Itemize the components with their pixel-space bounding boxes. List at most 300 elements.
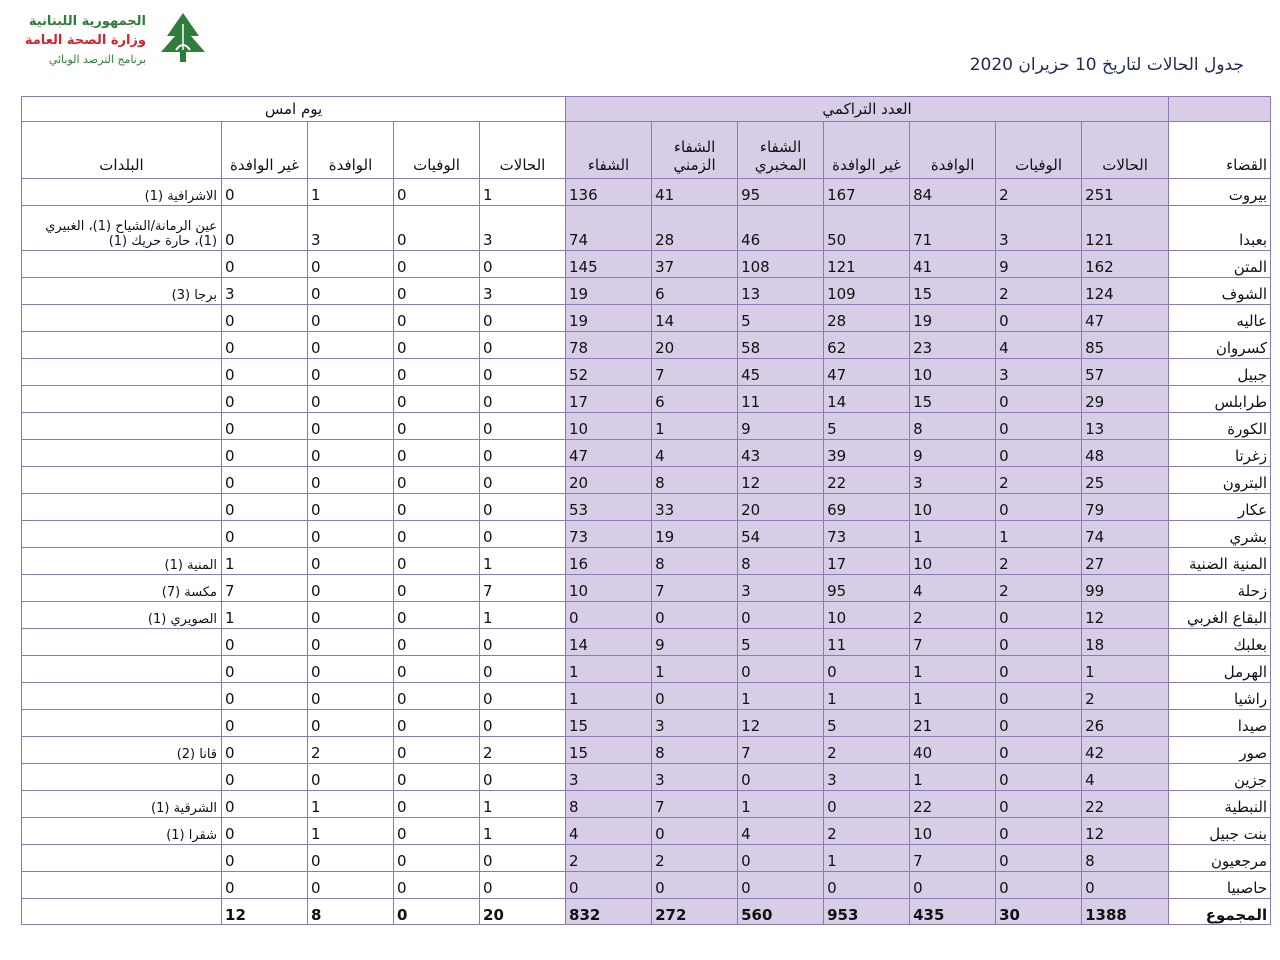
cell-district: الشوف bbox=[1169, 278, 1271, 305]
cell-cases: 4 bbox=[1082, 764, 1169, 791]
cell-yesterday-non-imported: 0 bbox=[222, 764, 308, 791]
cell-cases: 48 bbox=[1082, 440, 1169, 467]
cell-cases: 26 bbox=[1082, 710, 1169, 737]
table-row bbox=[22, 548, 1271, 575]
cell-district: النبطية bbox=[1169, 791, 1271, 818]
cell-recovered: 19 bbox=[566, 305, 652, 332]
table-row bbox=[22, 791, 1271, 818]
cell-cases: 12 bbox=[1082, 602, 1169, 629]
cell-imported: 10 bbox=[910, 494, 996, 521]
cell-yesterday-non-imported: 0 bbox=[222, 737, 308, 764]
cell-recovered-time: 8 bbox=[652, 737, 738, 764]
cell-recovered: 4 bbox=[566, 818, 652, 845]
cell-non-imported: 2 bbox=[824, 818, 910, 845]
cell-yesterday-non-imported: 0 bbox=[222, 179, 308, 206]
cell-recovered-lab: 9 bbox=[738, 413, 824, 440]
cell-deaths: 2 bbox=[996, 467, 1082, 494]
cell-yesterday-deaths: 0 bbox=[394, 845, 480, 872]
cell-yesterday-deaths: 0 bbox=[394, 737, 480, 764]
cell-yesterday-cases: 0 bbox=[480, 440, 566, 467]
header-yesterday-cases: الحالات bbox=[480, 122, 566, 179]
cell-yesterday-deaths: 0 bbox=[394, 179, 480, 206]
cell-cases: 8 bbox=[1082, 845, 1169, 872]
header-recovered: الشفاء bbox=[566, 122, 652, 179]
cell-recovered: 78 bbox=[566, 332, 652, 359]
cell-recovered-time: 0 bbox=[652, 818, 738, 845]
cell-yesterday-imported: 0 bbox=[308, 440, 394, 467]
cell-recovered-time: 0 bbox=[652, 602, 738, 629]
cell-district: راشيا bbox=[1169, 683, 1271, 710]
cell-non-imported: 95 bbox=[824, 575, 910, 602]
cell-deaths: 0 bbox=[996, 629, 1082, 656]
logo-line-ministry: وزارة الصحة العامة bbox=[24, 33, 146, 48]
cell-imported: 1 bbox=[910, 764, 996, 791]
cell-recovered: 73 bbox=[566, 521, 652, 548]
cell-imported: 7 bbox=[910, 845, 996, 872]
cell-non-imported: 1 bbox=[824, 845, 910, 872]
cell-recovered-lab: 5 bbox=[738, 629, 824, 656]
cell-recovered-time: 37 bbox=[652, 251, 738, 278]
cell-recovered: 1 bbox=[566, 656, 652, 683]
cell-yesterday-cases: 0 bbox=[480, 413, 566, 440]
logo-line-republic: الجمهورية اللبنانية bbox=[28, 14, 146, 29]
cell-recovered-lab: 12 bbox=[738, 710, 824, 737]
cell-yesterday-non-imported: 0 bbox=[222, 521, 308, 548]
cell-district: المتن bbox=[1169, 251, 1271, 278]
cell-recovered-time: 1 bbox=[652, 656, 738, 683]
cell-non-imported: 0 bbox=[824, 656, 910, 683]
table-row bbox=[22, 683, 1271, 710]
cell-yesterday-cases: 0 bbox=[480, 251, 566, 278]
total-yesterday-deaths: 0 bbox=[394, 899, 480, 925]
cell-recovered: 2 bbox=[566, 845, 652, 872]
cell-imported: 4 bbox=[910, 575, 996, 602]
cell-yesterday-imported: 2 bbox=[308, 737, 394, 764]
cell-yesterday-imported: 0 bbox=[308, 656, 394, 683]
table-row bbox=[22, 737, 1271, 764]
cell-yesterday-non-imported: 0 bbox=[222, 791, 308, 818]
cell-deaths: 2 bbox=[996, 575, 1082, 602]
cell-cases: 42 bbox=[1082, 737, 1169, 764]
cell-yesterday-non-imported: 0 bbox=[222, 251, 308, 278]
total-yesterday-non-imported: 12 bbox=[222, 899, 308, 925]
cell-district: صيدا bbox=[1169, 710, 1271, 737]
cell-yesterday-deaths: 0 bbox=[394, 413, 480, 440]
cell-yesterday-cases: 0 bbox=[480, 332, 566, 359]
cell-recovered-lab: 5 bbox=[738, 305, 824, 332]
cell-cases: 124 bbox=[1082, 278, 1169, 305]
cell-yesterday-cases: 0 bbox=[480, 305, 566, 332]
cell-imported: 19 bbox=[910, 305, 996, 332]
cell-deaths: 0 bbox=[996, 602, 1082, 629]
total-cases: 1388 bbox=[1082, 899, 1169, 925]
cell-yesterday-imported: 0 bbox=[308, 872, 394, 899]
yesterday-group-header: يوم امس bbox=[22, 97, 566, 122]
cell-district: جزين bbox=[1169, 764, 1271, 791]
cell-deaths: 0 bbox=[996, 413, 1082, 440]
cell-recovered: 20 bbox=[566, 467, 652, 494]
cell-yesterday-imported: 1 bbox=[308, 818, 394, 845]
cell-yesterday-non-imported: 7 bbox=[222, 575, 308, 602]
header-recovered-lab bbox=[738, 122, 824, 179]
cell-deaths: 0 bbox=[996, 386, 1082, 413]
cell-yesterday-imported: 0 bbox=[308, 467, 394, 494]
cell-deaths: 3 bbox=[996, 359, 1082, 386]
cell-imported: 71 bbox=[910, 206, 996, 251]
cell-imported: 0 bbox=[910, 872, 996, 899]
cell-yesterday-non-imported: 0 bbox=[222, 629, 308, 656]
cell-yesterday-deaths: 0 bbox=[394, 251, 480, 278]
cell-recovered: 3 bbox=[566, 764, 652, 791]
header-recovered-lab-line1: الشفاء bbox=[759, 138, 802, 156]
cell-imported: 3 bbox=[910, 467, 996, 494]
cell-recovered-time: 3 bbox=[652, 710, 738, 737]
table-row bbox=[22, 575, 1271, 602]
cell-district: عكار bbox=[1169, 494, 1271, 521]
cell-imported: 7 bbox=[910, 629, 996, 656]
cell-recovered-lab: 8 bbox=[738, 548, 824, 575]
cell-yesterday-imported: 0 bbox=[308, 332, 394, 359]
table-body bbox=[22, 179, 1271, 899]
cell-deaths: 0 bbox=[996, 818, 1082, 845]
cell-yesterday-deaths: 0 bbox=[394, 818, 480, 845]
cell-yesterday-non-imported: 1 bbox=[222, 602, 308, 629]
cell-cases: 13 bbox=[1082, 413, 1169, 440]
cell-recovered-lab: 13 bbox=[738, 278, 824, 305]
cell-recovered-lab: 12 bbox=[738, 467, 824, 494]
cell-yesterday-cases: 2 bbox=[480, 737, 566, 764]
table-row bbox=[22, 818, 1271, 845]
cell-yesterday-imported: 0 bbox=[308, 764, 394, 791]
cell-non-imported: 2 bbox=[824, 737, 910, 764]
cell-district: بعبدا bbox=[1169, 206, 1271, 251]
cell-recovered-lab: 46 bbox=[738, 206, 824, 251]
cell-imported: 23 bbox=[910, 332, 996, 359]
cell-yesterday-cases: 1 bbox=[480, 179, 566, 206]
cell-cases: 25 bbox=[1082, 467, 1169, 494]
total-non-imported: 953 bbox=[824, 899, 910, 925]
cell-yesterday-imported: 0 bbox=[308, 602, 394, 629]
cell-cases: 99 bbox=[1082, 575, 1169, 602]
cell-deaths: 0 bbox=[996, 791, 1082, 818]
cell-imported: 41 bbox=[910, 251, 996, 278]
cell-recovered: 19 bbox=[566, 278, 652, 305]
cell-non-imported: 11 bbox=[824, 629, 910, 656]
table-row bbox=[22, 656, 1271, 683]
header-recovered-time bbox=[652, 122, 738, 179]
cell-yesterday-imported: 0 bbox=[308, 683, 394, 710]
cell-cases: 27 bbox=[1082, 548, 1169, 575]
cell-district: صور bbox=[1169, 737, 1271, 764]
header-imported: الوافدة bbox=[910, 122, 996, 179]
ministry-logo bbox=[14, 8, 224, 72]
cell-towns bbox=[22, 332, 222, 359]
total-towns bbox=[22, 899, 222, 925]
cell-yesterday-imported: 0 bbox=[308, 305, 394, 332]
cell-yesterday-deaths: 0 bbox=[394, 602, 480, 629]
cell-yesterday-imported: 1 bbox=[308, 179, 394, 206]
cell-non-imported: 109 bbox=[824, 278, 910, 305]
cell-imported: 10 bbox=[910, 548, 996, 575]
cell-district: الكورة bbox=[1169, 413, 1271, 440]
cell-towns bbox=[22, 683, 222, 710]
cell-yesterday-non-imported: 0 bbox=[222, 656, 308, 683]
cell-towns bbox=[22, 872, 222, 899]
table-row bbox=[22, 179, 1271, 206]
cell-towns bbox=[22, 359, 222, 386]
cell-towns bbox=[22, 251, 222, 278]
cell-imported: 15 bbox=[910, 278, 996, 305]
cell-cases: 12 bbox=[1082, 818, 1169, 845]
cell-cases: 57 bbox=[1082, 359, 1169, 386]
cell-yesterday-deaths: 0 bbox=[394, 467, 480, 494]
cell-imported: 1 bbox=[910, 683, 996, 710]
cell-non-imported: 167 bbox=[824, 179, 910, 206]
cell-imported: 9 bbox=[910, 440, 996, 467]
cell-recovered-lab: 7 bbox=[738, 737, 824, 764]
cell-recovered: 10 bbox=[566, 575, 652, 602]
cell-yesterday-cases: 3 bbox=[480, 278, 566, 305]
total-row bbox=[22, 899, 1271, 925]
cell-yesterday-imported: 0 bbox=[308, 413, 394, 440]
cell-imported: 10 bbox=[910, 818, 996, 845]
cell-imported: 1 bbox=[910, 656, 996, 683]
cell-towns: قانا (2) bbox=[22, 737, 222, 764]
page-title: جدول الحالات لتاريخ 10 حزيران 2020 bbox=[969, 55, 1244, 75]
header-deaths: الوفيات bbox=[996, 122, 1082, 179]
cell-recovered-time: 7 bbox=[652, 359, 738, 386]
cell-district: بنت جبيل bbox=[1169, 818, 1271, 845]
cell-yesterday-non-imported: 0 bbox=[222, 440, 308, 467]
table-row bbox=[22, 629, 1271, 656]
cell-deaths: 0 bbox=[996, 305, 1082, 332]
cell-recovered-lab: 1 bbox=[738, 683, 824, 710]
header-non-imported: غير الوافدة bbox=[824, 122, 910, 179]
cell-imported: 15 bbox=[910, 386, 996, 413]
cell-deaths: 3 bbox=[996, 206, 1082, 251]
cell-imported: 22 bbox=[910, 791, 996, 818]
cell-yesterday-cases: 0 bbox=[480, 494, 566, 521]
cell-deaths: 0 bbox=[996, 494, 1082, 521]
cell-recovered-lab: 20 bbox=[738, 494, 824, 521]
total-yesterday-cases: 20 bbox=[480, 899, 566, 925]
cell-yesterday-non-imported: 3 bbox=[222, 278, 308, 305]
cell-yesterday-cases: 1 bbox=[480, 548, 566, 575]
cell-towns bbox=[22, 845, 222, 872]
cell-district: بيروت bbox=[1169, 179, 1271, 206]
cell-yesterday-cases: 1 bbox=[480, 818, 566, 845]
cell-yesterday-cases: 7 bbox=[480, 575, 566, 602]
table-row bbox=[22, 251, 1271, 278]
total-yesterday-imported: 8 bbox=[308, 899, 394, 925]
cell-yesterday-imported: 0 bbox=[308, 548, 394, 575]
cell-district: الهرمل bbox=[1169, 656, 1271, 683]
cell-recovered: 14 bbox=[566, 629, 652, 656]
cell-recovered-time: 1 bbox=[652, 413, 738, 440]
total-recovered-lab: 560 bbox=[738, 899, 824, 925]
cell-district: البترون bbox=[1169, 467, 1271, 494]
cell-non-imported: 0 bbox=[824, 872, 910, 899]
cell-recovered-time: 19 bbox=[652, 521, 738, 548]
cell-non-imported: 47 bbox=[824, 359, 910, 386]
cell-non-imported: 17 bbox=[824, 548, 910, 575]
header-district: القضاء bbox=[1169, 122, 1271, 179]
cell-yesterday-deaths: 0 bbox=[394, 656, 480, 683]
cell-yesterday-cases: 1 bbox=[480, 602, 566, 629]
cell-towns bbox=[22, 494, 222, 521]
cell-cases: 0 bbox=[1082, 872, 1169, 899]
cell-yesterday-cases: 0 bbox=[480, 629, 566, 656]
cell-towns: الشرقية (1) bbox=[22, 791, 222, 818]
cell-non-imported: 22 bbox=[824, 467, 910, 494]
table-row bbox=[22, 467, 1271, 494]
cell-yesterday-cases: 1 bbox=[480, 791, 566, 818]
cell-yesterday-non-imported: 0 bbox=[222, 818, 308, 845]
cell-yesterday-imported: 0 bbox=[308, 251, 394, 278]
cell-district: بشري bbox=[1169, 521, 1271, 548]
cell-recovered-time: 7 bbox=[652, 791, 738, 818]
cell-recovered-lab: 45 bbox=[738, 359, 824, 386]
cell-recovered: 8 bbox=[566, 791, 652, 818]
cell-recovered-lab: 0 bbox=[738, 845, 824, 872]
cell-non-imported: 10 bbox=[824, 602, 910, 629]
cell-recovered: 17 bbox=[566, 386, 652, 413]
cell-yesterday-non-imported: 0 bbox=[222, 359, 308, 386]
cell-non-imported: 62 bbox=[824, 332, 910, 359]
cell-recovered-lab: 43 bbox=[738, 440, 824, 467]
cell-imported: 2 bbox=[910, 602, 996, 629]
cell-yesterday-non-imported: 0 bbox=[222, 845, 308, 872]
cell-yesterday-deaths: 0 bbox=[394, 683, 480, 710]
cell-yesterday-deaths: 0 bbox=[394, 494, 480, 521]
cell-recovered-time: 41 bbox=[652, 179, 738, 206]
cell-non-imported: 14 bbox=[824, 386, 910, 413]
cell-deaths: 2 bbox=[996, 179, 1082, 206]
cell-recovered-lab: 4 bbox=[738, 818, 824, 845]
cell-yesterday-deaths: 0 bbox=[394, 764, 480, 791]
cell-yesterday-imported: 0 bbox=[308, 278, 394, 305]
cell-cases: 22 bbox=[1082, 791, 1169, 818]
table-row bbox=[22, 440, 1271, 467]
cell-yesterday-cases: 0 bbox=[480, 467, 566, 494]
cell-recovered: 1 bbox=[566, 683, 652, 710]
cell-yesterday-deaths: 0 bbox=[394, 440, 480, 467]
cell-deaths: 0 bbox=[996, 440, 1082, 467]
cell-cases: 162 bbox=[1082, 251, 1169, 278]
cell-imported: 8 bbox=[910, 413, 996, 440]
cell-deaths: 0 bbox=[996, 656, 1082, 683]
cell-deaths: 0 bbox=[996, 872, 1082, 899]
cell-recovered-lab: 0 bbox=[738, 656, 824, 683]
cell-recovered: 15 bbox=[566, 710, 652, 737]
cell-recovered-lab: 58 bbox=[738, 332, 824, 359]
header-yesterday-non-imported: غير الوافدة bbox=[222, 122, 308, 179]
cell-yesterday-imported: 0 bbox=[308, 845, 394, 872]
cell-district: حاصبيا bbox=[1169, 872, 1271, 899]
table-row bbox=[22, 710, 1271, 737]
cell-yesterday-deaths: 0 bbox=[394, 710, 480, 737]
cell-yesterday-deaths: 0 bbox=[394, 359, 480, 386]
cell-yesterday-deaths: 0 bbox=[394, 332, 480, 359]
total-deaths: 30 bbox=[996, 899, 1082, 925]
cell-yesterday-imported: 0 bbox=[308, 494, 394, 521]
total-recovered: 832 bbox=[566, 899, 652, 925]
cell-recovered-time: 6 bbox=[652, 278, 738, 305]
table-row bbox=[22, 413, 1271, 440]
cell-towns bbox=[22, 386, 222, 413]
cell-district: مرجعيون bbox=[1169, 845, 1271, 872]
cell-imported: 10 bbox=[910, 359, 996, 386]
cases-table bbox=[21, 96, 1271, 925]
cell-deaths: 1 bbox=[996, 521, 1082, 548]
cell-yesterday-non-imported: 0 bbox=[222, 494, 308, 521]
table-row bbox=[22, 872, 1271, 899]
table-row bbox=[22, 206, 1271, 251]
cell-recovered: 0 bbox=[566, 602, 652, 629]
cell-recovered-lab: 3 bbox=[738, 575, 824, 602]
cell-towns bbox=[22, 467, 222, 494]
cell-district: طرابلس bbox=[1169, 386, 1271, 413]
cell-yesterday-cases: 0 bbox=[480, 359, 566, 386]
cell-yesterday-cases: 0 bbox=[480, 656, 566, 683]
cell-recovered: 15 bbox=[566, 737, 652, 764]
header-recovered-lab-line2: المخبري bbox=[754, 156, 807, 174]
cell-recovered-time: 8 bbox=[652, 548, 738, 575]
cell-imported: 21 bbox=[910, 710, 996, 737]
cell-district: البقاع الغربي bbox=[1169, 602, 1271, 629]
cell-non-imported: 28 bbox=[824, 305, 910, 332]
cell-yesterday-imported: 0 bbox=[308, 359, 394, 386]
cell-towns bbox=[22, 440, 222, 467]
cell-district: زغرتا bbox=[1169, 440, 1271, 467]
cell-cases: 1 bbox=[1082, 656, 1169, 683]
cell-yesterday-non-imported: 0 bbox=[222, 467, 308, 494]
cell-towns: عين الرمانة/الشياح (1)، الغبيري (1)، حارة حريك (1) bbox=[22, 206, 222, 251]
cell-recovered-time: 20 bbox=[652, 332, 738, 359]
cell-cases: 2 bbox=[1082, 683, 1169, 710]
cell-yesterday-non-imported: 0 bbox=[222, 386, 308, 413]
cedar-icon bbox=[152, 10, 214, 66]
cell-recovered: 47 bbox=[566, 440, 652, 467]
cell-yesterday-non-imported: 0 bbox=[222, 332, 308, 359]
cell-recovered-time: 7 bbox=[652, 575, 738, 602]
cell-district: زحلة bbox=[1169, 575, 1271, 602]
cell-deaths: 2 bbox=[996, 278, 1082, 305]
cell-yesterday-deaths: 0 bbox=[394, 629, 480, 656]
cell-district: المنية الضنية bbox=[1169, 548, 1271, 575]
cell-yesterday-imported: 0 bbox=[308, 386, 394, 413]
table-row bbox=[22, 278, 1271, 305]
cell-yesterday-deaths: 0 bbox=[394, 305, 480, 332]
table-row bbox=[22, 332, 1271, 359]
table-row bbox=[22, 359, 1271, 386]
cell-cases: 251 bbox=[1082, 179, 1169, 206]
table-row bbox=[22, 602, 1271, 629]
cell-cases: 85 bbox=[1082, 332, 1169, 359]
cell-non-imported: 0 bbox=[824, 791, 910, 818]
cell-recovered-lab: 1 bbox=[738, 791, 824, 818]
logo-line-program: برنامج الترصد الوبائي bbox=[48, 53, 146, 66]
cell-recovered-time: 4 bbox=[652, 440, 738, 467]
cell-cases: 29 bbox=[1082, 386, 1169, 413]
cell-yesterday-imported: 0 bbox=[308, 521, 394, 548]
cell-yesterday-cases: 0 bbox=[480, 710, 566, 737]
cell-yesterday-imported: 0 bbox=[308, 575, 394, 602]
cell-district: جبيل bbox=[1169, 359, 1271, 386]
cell-district: بعلبك bbox=[1169, 629, 1271, 656]
header-recovered-time-line2: الزمني bbox=[673, 156, 716, 174]
total-label: المجموع bbox=[1169, 899, 1271, 925]
